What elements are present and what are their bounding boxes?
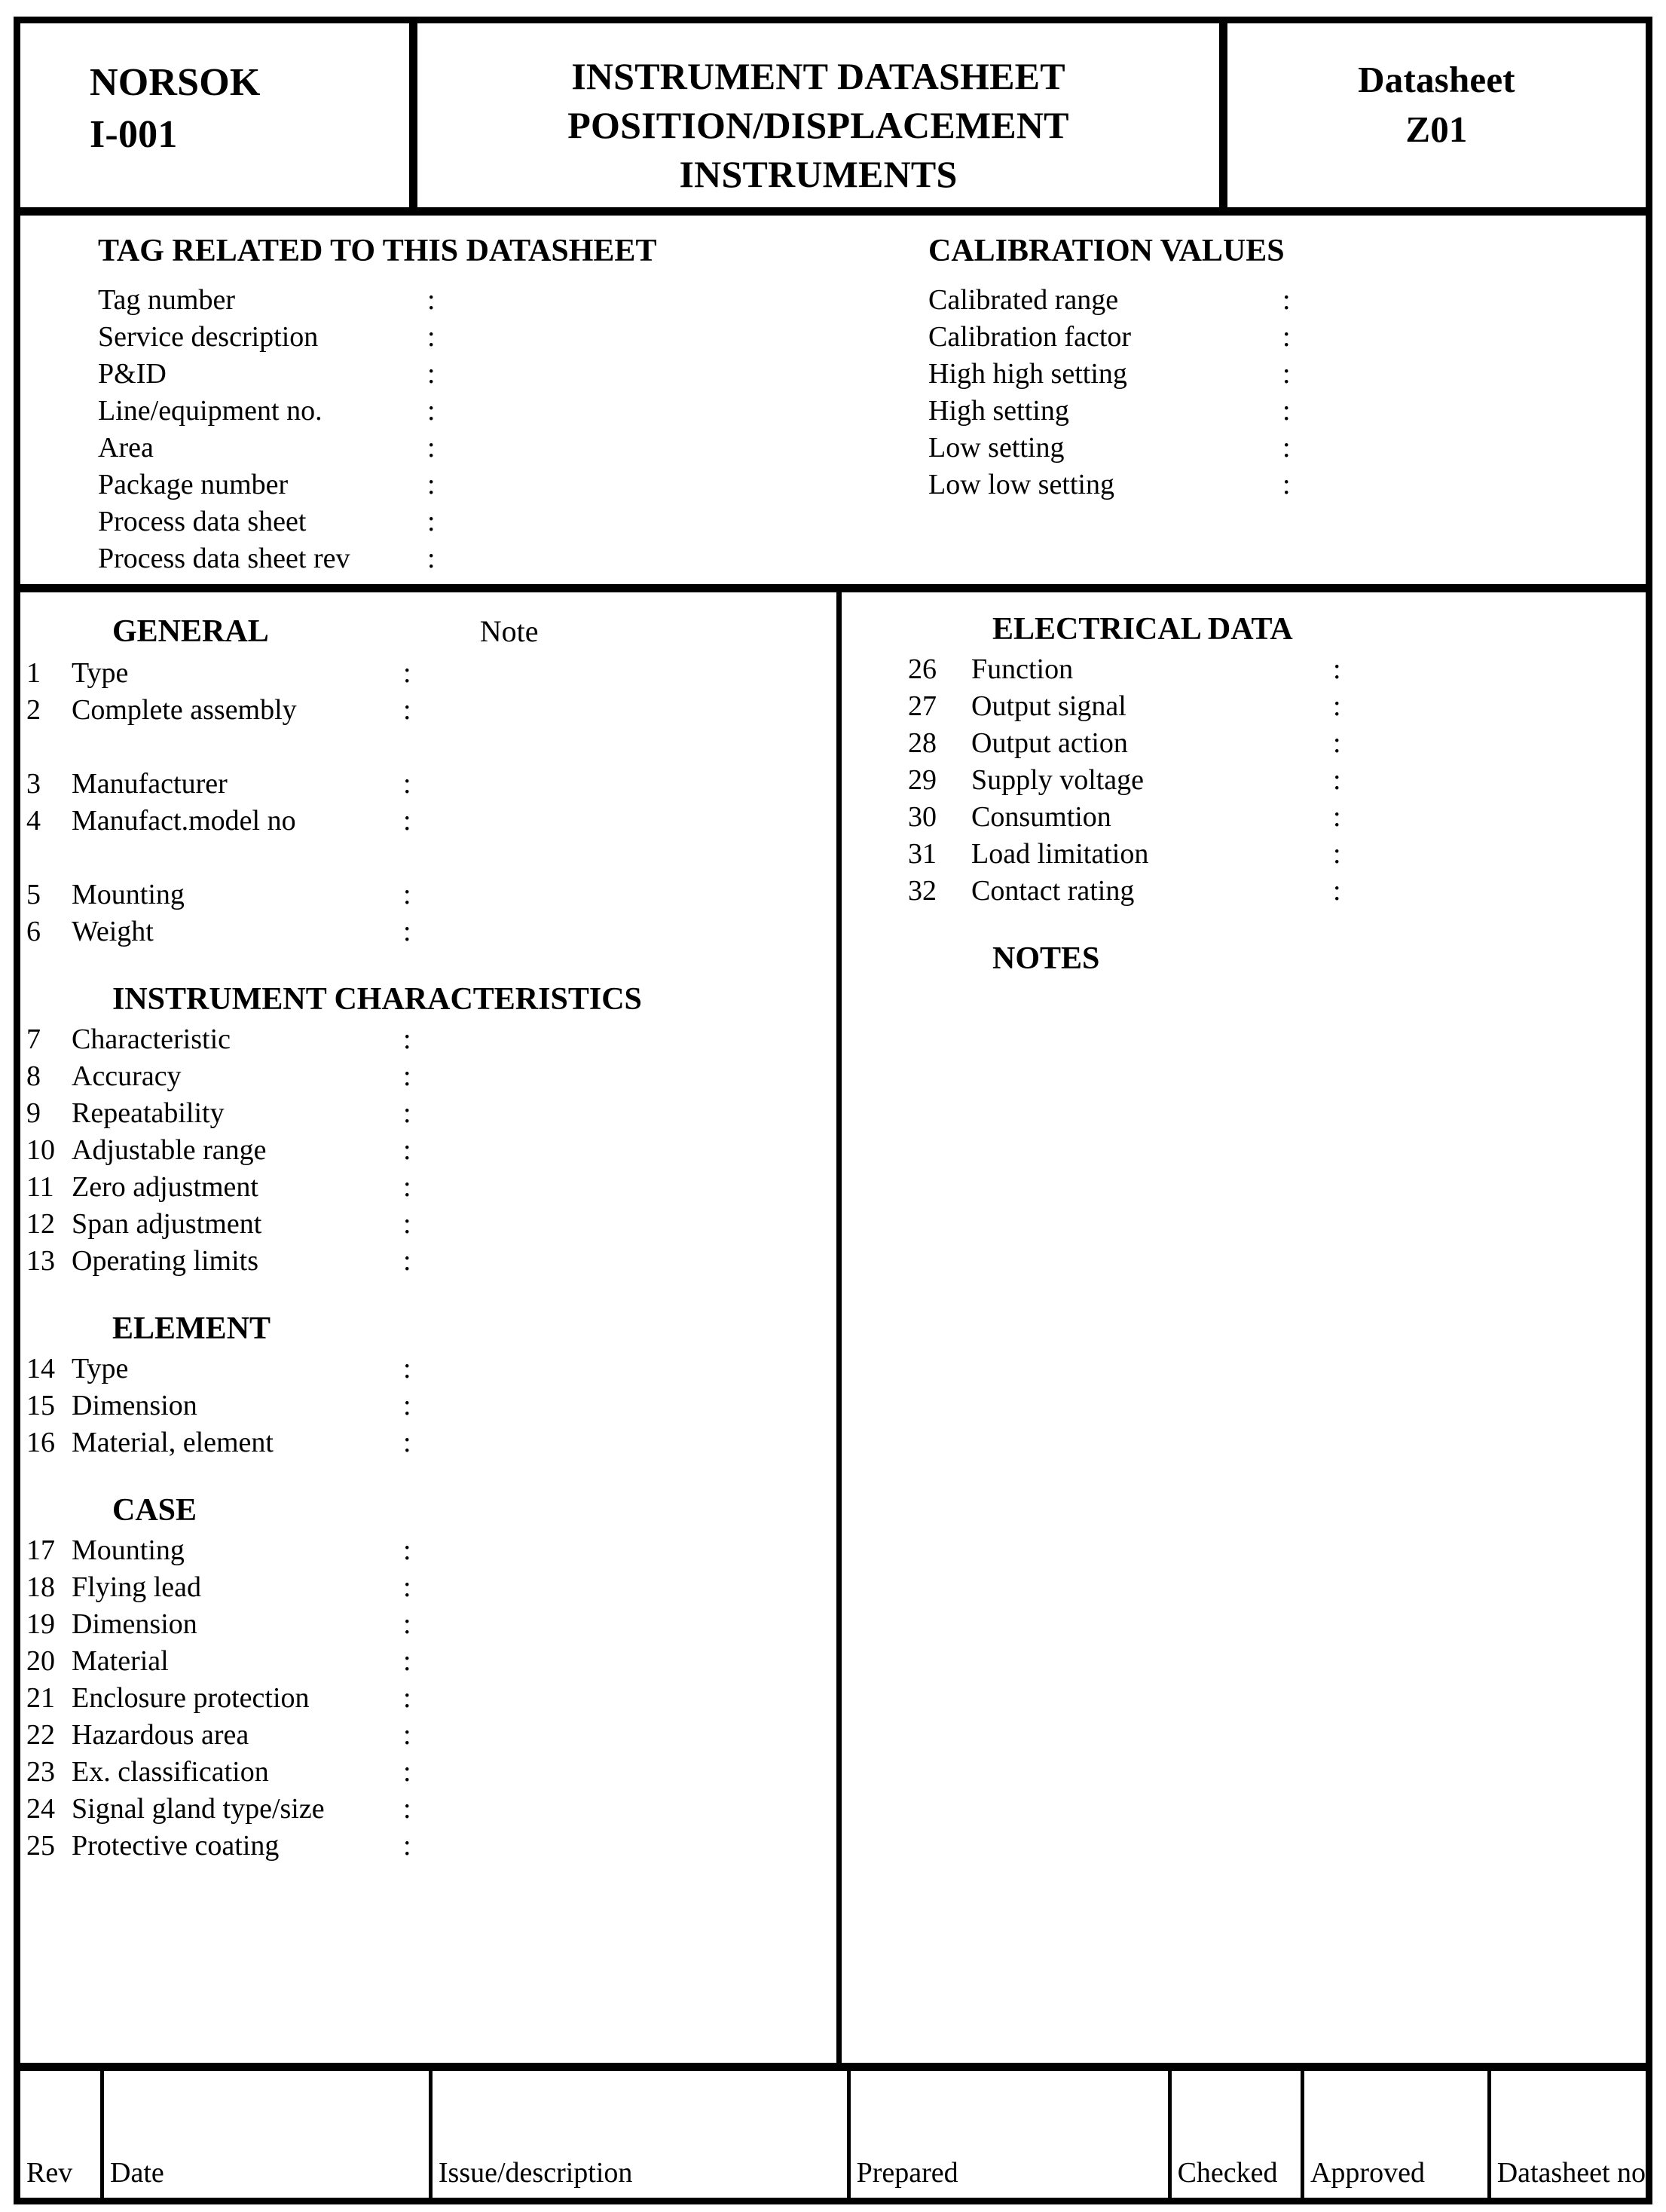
item-number: 22 bbox=[26, 1719, 55, 1751]
field-colon: : bbox=[1282, 469, 1291, 500]
element-header-row bbox=[20, 1313, 836, 1345]
item-colon: : bbox=[403, 1719, 411, 1751]
field-label: Calibration factor bbox=[928, 321, 1132, 353]
item-number: 27 bbox=[908, 690, 937, 722]
item-number: 10 bbox=[26, 1134, 55, 1166]
case-item-material bbox=[20, 1643, 836, 1680]
field-colon: : bbox=[427, 358, 436, 390]
item-label: Manufacturer bbox=[72, 768, 228, 800]
case-item-enclosure-protection bbox=[20, 1680, 836, 1717]
item-colon: : bbox=[403, 1645, 411, 1677]
item-colon: : bbox=[403, 1023, 411, 1055]
element-item-dimension bbox=[20, 1387, 836, 1424]
item-colon: : bbox=[403, 879, 411, 910]
item-colon: : bbox=[403, 1245, 411, 1277]
item-label: Dimension bbox=[72, 1390, 197, 1421]
item-number: 32 bbox=[908, 875, 937, 907]
footer-label: Datasheet no bbox=[1496, 2157, 1646, 2189]
item-number: 12 bbox=[26, 1208, 55, 1240]
header-standard-cell bbox=[20, 23, 417, 207]
general-item-weight bbox=[20, 913, 836, 950]
item-colon: : bbox=[403, 1682, 411, 1714]
tag-calibration-band bbox=[20, 216, 1646, 592]
electrical-item-function bbox=[902, 651, 1646, 688]
item-label: Zero adjustment bbox=[72, 1171, 258, 1203]
general-item-manufact-model-no bbox=[20, 803, 836, 840]
field-label: Process data sheet bbox=[98, 506, 307, 537]
field-colon: : bbox=[427, 321, 436, 353]
item-number: 3 bbox=[26, 768, 41, 800]
item-label: Ex. classification bbox=[72, 1756, 269, 1788]
item-label: Enclosure protection bbox=[72, 1682, 310, 1714]
case-item-flying-lead bbox=[20, 1569, 836, 1606]
footer-label: Approved bbox=[1310, 2157, 1425, 2189]
field-label: Low low setting bbox=[928, 469, 1114, 500]
characteristics-header-row bbox=[20, 984, 836, 1015]
electrical-item-output-action bbox=[902, 725, 1646, 762]
item-label: Mounting bbox=[72, 1534, 185, 1566]
item-colon: : bbox=[1333, 727, 1341, 759]
datasheet-body bbox=[20, 592, 1646, 2071]
field-label: Low setting bbox=[928, 432, 1065, 464]
item-colon: : bbox=[403, 1756, 411, 1788]
item-label: Type bbox=[72, 657, 129, 689]
calibration-row-high-setting bbox=[928, 393, 1646, 430]
item-colon: : bbox=[403, 1390, 411, 1421]
item-label: Protective coating bbox=[72, 1830, 280, 1862]
field-colon: : bbox=[427, 469, 436, 500]
field-colon: : bbox=[1282, 395, 1291, 427]
item-number: 14 bbox=[26, 1353, 55, 1384]
electrical-header-row bbox=[902, 613, 1646, 645]
general-title: GENERAL bbox=[112, 614, 269, 649]
item-number: 5 bbox=[26, 879, 41, 910]
header-title-cell bbox=[417, 23, 1227, 207]
notes-title: NOTES bbox=[992, 941, 1100, 976]
item-colon: : bbox=[1333, 690, 1341, 722]
characteristics-title: INSTRUMENT CHARACTERISTICS bbox=[112, 982, 642, 1017]
calibration-row-calibrated-range bbox=[928, 282, 1646, 319]
instrument-characteristics-section bbox=[20, 984, 836, 1280]
field-colon: : bbox=[427, 432, 436, 464]
footer-col-approved[interactable] bbox=[1304, 2071, 1491, 2198]
item-label: Complete assembly bbox=[72, 694, 297, 726]
item-colon: : bbox=[403, 1353, 411, 1384]
calibration-row-low-low-setting bbox=[928, 467, 1646, 503]
electrical-item-output-signal bbox=[902, 688, 1646, 725]
calibration-values-section bbox=[917, 216, 1646, 584]
case-item-protective-coating bbox=[20, 1828, 836, 1865]
item-colon: : bbox=[403, 1171, 411, 1203]
document-title-line3: INSTRUMENTS bbox=[679, 153, 958, 195]
item-label: Mounting bbox=[72, 879, 185, 910]
electrical-item-consumtion bbox=[902, 799, 1646, 836]
item-label: Operating limits bbox=[72, 1245, 259, 1277]
item-number: 25 bbox=[26, 1830, 55, 1862]
field-label: Package number bbox=[98, 469, 289, 500]
footer-col-rev[interactable] bbox=[20, 2071, 104, 2198]
item-label: Dimension bbox=[72, 1608, 197, 1640]
item-colon: : bbox=[1333, 838, 1341, 870]
footer-col-date[interactable] bbox=[104, 2071, 433, 2198]
notes-header-row bbox=[902, 943, 1646, 974]
calibration-row-calibration-factor bbox=[928, 319, 1646, 356]
footer-col-prepared[interactable] bbox=[851, 2071, 1172, 2198]
item-label: Supply voltage bbox=[971, 764, 1145, 796]
item-label: Manufact.model no bbox=[72, 805, 296, 837]
tag-row-pid bbox=[98, 356, 917, 393]
footer-label: Issue/description bbox=[438, 2157, 633, 2189]
item-label: Type bbox=[72, 1353, 129, 1384]
item-number: 24 bbox=[26, 1793, 55, 1825]
tag-related-title: TAG RELATED TO THIS DATASHEET bbox=[98, 234, 657, 268]
item-colon: : bbox=[403, 1134, 411, 1166]
tag-related-section bbox=[20, 216, 917, 584]
section-spacer bbox=[20, 950, 836, 984]
calibration-row-low-setting bbox=[928, 430, 1646, 467]
item-number: 20 bbox=[26, 1645, 55, 1677]
item-number: 8 bbox=[26, 1060, 41, 1092]
footer-label: Prepared bbox=[856, 2157, 958, 2189]
general-section bbox=[20, 613, 836, 950]
electrical-item-supply-voltage bbox=[902, 762, 1646, 799]
electrical-data-section bbox=[902, 613, 1646, 910]
item-label: Signal gland type/size bbox=[72, 1793, 325, 1825]
tag-row-process-data-sheet-rev bbox=[98, 540, 917, 577]
item-colon: : bbox=[403, 916, 411, 947]
item-colon: : bbox=[403, 768, 411, 800]
field-label: P&ID bbox=[98, 358, 167, 390]
element-item-material-element bbox=[20, 1424, 836, 1461]
notes-section bbox=[902, 943, 1646, 974]
element-title: ELEMENT bbox=[112, 1311, 271, 1346]
case-item-signal-gland-type-size bbox=[20, 1791, 836, 1828]
item-number: 30 bbox=[908, 801, 937, 833]
item-label: Material bbox=[72, 1645, 169, 1677]
general-item-mounting bbox=[20, 877, 836, 913]
item-colon: : bbox=[403, 1060, 411, 1092]
item-number: 21 bbox=[26, 1682, 55, 1714]
footer-label: Date bbox=[110, 2157, 164, 2189]
header-datasheet-cell bbox=[1227, 23, 1646, 207]
item-number: 16 bbox=[26, 1427, 55, 1458]
item-label: Output action bbox=[971, 727, 1128, 759]
characteristics-item-zero-adjustment bbox=[20, 1169, 836, 1206]
element-item-type bbox=[20, 1351, 836, 1387]
item-label: Hazardous area bbox=[72, 1719, 249, 1751]
item-number: 23 bbox=[26, 1756, 55, 1788]
calibration-values-title: CALIBRATION VALUES bbox=[928, 234, 1285, 268]
characteristics-item-characteristic bbox=[20, 1021, 836, 1058]
datasheet-label: Datasheet bbox=[1358, 59, 1515, 100]
field-colon: : bbox=[427, 543, 436, 574]
characteristics-item-repeatability bbox=[20, 1095, 836, 1132]
element-section bbox=[20, 1313, 836, 1461]
case-item-ex-classification bbox=[20, 1754, 836, 1791]
item-colon: : bbox=[403, 1830, 411, 1862]
general-item-complete-assembly bbox=[20, 692, 836, 729]
characteristics-item-accuracy bbox=[20, 1058, 836, 1095]
electrical-item-contact-rating bbox=[902, 873, 1646, 910]
item-number: 29 bbox=[908, 764, 937, 796]
item-label: Output signal bbox=[971, 690, 1126, 722]
characteristics-item-operating-limits bbox=[20, 1243, 836, 1280]
case-item-dimension bbox=[20, 1606, 836, 1643]
field-label: High high setting bbox=[928, 358, 1127, 390]
row-spacer bbox=[20, 840, 836, 877]
item-number: 26 bbox=[908, 653, 937, 685]
item-colon: : bbox=[403, 805, 411, 837]
item-number: 15 bbox=[26, 1390, 55, 1421]
item-label: Function bbox=[971, 653, 1074, 685]
item-number: 31 bbox=[908, 838, 937, 870]
section-spacer bbox=[902, 910, 1646, 943]
right-column bbox=[842, 592, 1646, 2063]
calibration-row-high-high-setting bbox=[928, 356, 1646, 393]
footer-col-checked[interactable] bbox=[1172, 2071, 1304, 2198]
tag-row-line-equipment-no bbox=[98, 393, 917, 430]
footer-label: Rev bbox=[26, 2157, 73, 2189]
item-label: Load limitation bbox=[971, 838, 1149, 870]
item-number: 9 bbox=[26, 1097, 41, 1129]
item-colon: : bbox=[403, 1534, 411, 1566]
note-column-label: Note bbox=[479, 614, 539, 648]
item-label: Span adjustment bbox=[72, 1208, 262, 1240]
datasheet-code: Z01 bbox=[1405, 108, 1468, 150]
item-label: Consumtion bbox=[971, 801, 1111, 833]
item-label: Accuracy bbox=[72, 1060, 182, 1092]
item-colon: : bbox=[403, 1793, 411, 1825]
item-colon: : bbox=[1333, 801, 1341, 833]
left-column bbox=[20, 592, 842, 2063]
case-section bbox=[20, 1495, 836, 1865]
footer-col-issue-description[interactable] bbox=[433, 2071, 851, 2198]
item-number: 7 bbox=[26, 1023, 41, 1055]
item-number: 4 bbox=[26, 805, 41, 837]
field-colon: : bbox=[1282, 284, 1291, 316]
field-colon: : bbox=[427, 506, 436, 537]
item-number: 13 bbox=[26, 1245, 55, 1277]
item-colon: : bbox=[403, 1097, 411, 1129]
field-label: Service description bbox=[98, 321, 319, 353]
item-label: Weight bbox=[72, 916, 154, 947]
field-label: Line/equipment no. bbox=[98, 395, 323, 427]
item-colon: : bbox=[403, 1427, 411, 1458]
item-number: 28 bbox=[908, 727, 937, 759]
item-number: 17 bbox=[26, 1534, 55, 1566]
item-number: 11 bbox=[26, 1171, 54, 1203]
item-label: Contact rating bbox=[971, 875, 1135, 907]
item-label: Repeatability bbox=[72, 1097, 225, 1129]
item-label: Material, element bbox=[72, 1427, 274, 1458]
field-colon: : bbox=[427, 395, 436, 427]
tag-row-tag-number bbox=[98, 282, 917, 319]
field-label: Area bbox=[98, 432, 154, 464]
field-label: High setting bbox=[928, 395, 1069, 427]
field-colon: : bbox=[1282, 358, 1291, 390]
characteristics-item-span-adjustment bbox=[20, 1206, 836, 1243]
field-label: Process data sheet rev bbox=[98, 543, 350, 574]
item-colon: : bbox=[403, 657, 411, 689]
item-number: 18 bbox=[26, 1571, 55, 1603]
general-header-row bbox=[20, 613, 836, 649]
case-title: CASE bbox=[112, 1493, 197, 1528]
item-label: Adjustable range bbox=[72, 1134, 267, 1166]
document-title-line1: INSTRUMENT DATASHEET bbox=[571, 55, 1065, 97]
footer-col-datasheet-no[interactable] bbox=[1491, 2071, 1646, 2198]
standard-number: I-001 bbox=[90, 113, 178, 157]
tag-row-package-number bbox=[98, 467, 917, 503]
item-number: 1 bbox=[26, 657, 41, 689]
item-colon: : bbox=[403, 1208, 411, 1240]
item-label: Characteristic bbox=[72, 1023, 231, 1055]
section-spacer bbox=[20, 1280, 836, 1313]
field-colon: : bbox=[427, 284, 436, 316]
item-colon: : bbox=[403, 1571, 411, 1603]
item-colon: : bbox=[403, 694, 411, 726]
item-colon: : bbox=[1333, 764, 1341, 796]
row-spacer bbox=[20, 729, 836, 766]
electrical-item-load-limitation bbox=[902, 836, 1646, 873]
item-number: 2 bbox=[26, 694, 41, 726]
item-number: 6 bbox=[26, 916, 41, 947]
field-label: Calibrated range bbox=[928, 284, 1119, 316]
field-colon: : bbox=[1282, 321, 1291, 353]
item-colon: : bbox=[1333, 653, 1341, 685]
item-colon: : bbox=[1333, 875, 1341, 907]
revision-footer bbox=[20, 2071, 1646, 2198]
case-item-hazardous-area bbox=[20, 1717, 836, 1754]
footer-label: Checked bbox=[1177, 2157, 1278, 2189]
general-item-type bbox=[20, 655, 836, 692]
datasheet-frame bbox=[14, 17, 1652, 2204]
datasheet-header bbox=[20, 23, 1646, 216]
field-colon: : bbox=[1282, 432, 1291, 464]
characteristics-item-adjustable-range bbox=[20, 1132, 836, 1169]
case-item-mounting bbox=[20, 1532, 836, 1569]
field-label: Tag number bbox=[98, 284, 236, 316]
item-label: Flying lead bbox=[72, 1571, 202, 1603]
standard-name: NORSOK bbox=[90, 61, 261, 104]
item-number: 19 bbox=[26, 1608, 55, 1640]
general-item-manufacturer bbox=[20, 766, 836, 803]
case-header-row bbox=[20, 1495, 836, 1526]
tag-row-process-data-sheet bbox=[98, 503, 917, 540]
section-spacer bbox=[20, 1461, 836, 1495]
tag-row-service-description bbox=[98, 319, 917, 356]
item-colon: : bbox=[403, 1608, 411, 1640]
tag-row-area bbox=[98, 430, 917, 467]
electrical-data-title: ELECTRICAL DATA bbox=[992, 612, 1293, 647]
document-title-line2: POSITION/DISPLACEMENT bbox=[567, 104, 1069, 146]
